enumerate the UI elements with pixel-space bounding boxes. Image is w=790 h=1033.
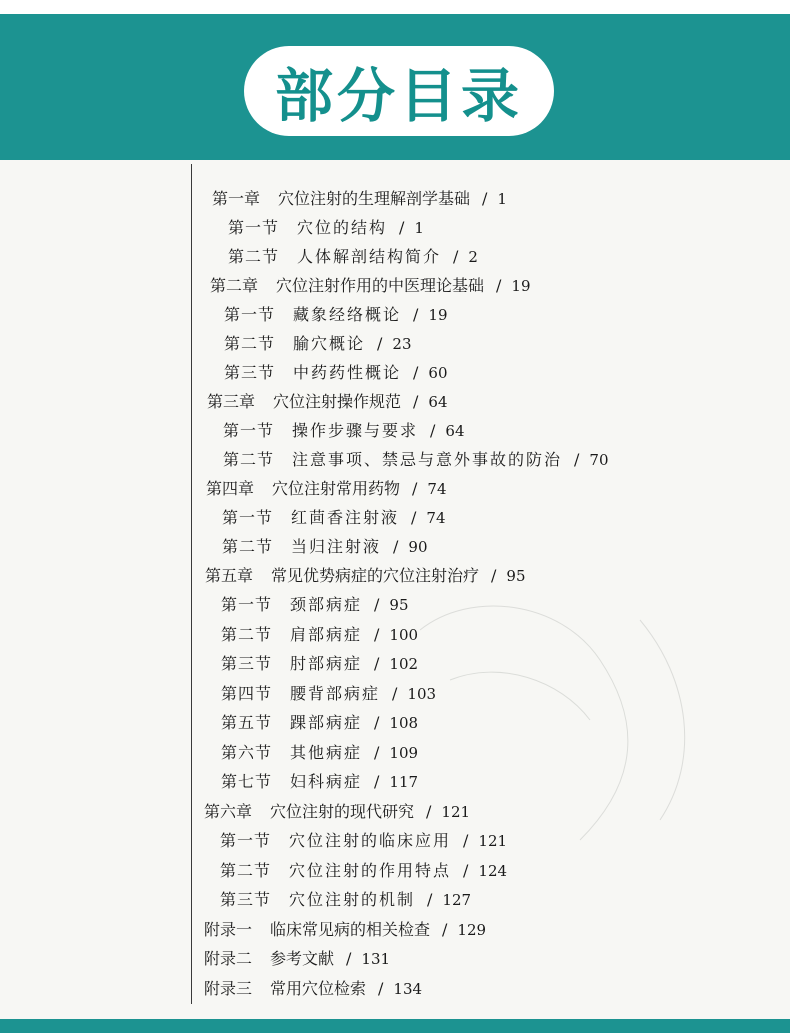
- toc-page-number: 64: [445, 422, 465, 440]
- toc-label: 第三节: [224, 363, 276, 382]
- toc-label: 第一节: [223, 421, 275, 440]
- toc-section-row: [221, 683, 436, 705]
- toc-label: 第二节: [220, 861, 272, 880]
- toc-separator: /: [413, 305, 419, 324]
- toc-separator: /: [393, 537, 399, 556]
- toc-page-number: 19: [511, 277, 531, 295]
- toc-title: 穴位注射操作规范: [273, 392, 402, 411]
- toc-title: 穴位注射的临床应用: [289, 831, 452, 850]
- toc-title: 穴位注射常用药物: [272, 479, 401, 498]
- toc-chapter-row: [212, 188, 507, 210]
- toc-page-number: 90: [408, 538, 428, 556]
- toc-title: 常见优势病症的穴位注射治疗: [271, 566, 480, 585]
- toc-page-number: 1: [414, 219, 424, 237]
- toc-section-row: [220, 889, 471, 911]
- margin-rule: [191, 164, 192, 1004]
- toc-section-row: [220, 830, 507, 852]
- toc-chapter-row: [204, 919, 486, 941]
- toc-title: 临床常见病的相关检查: [270, 920, 431, 939]
- toc-page-number: 100: [389, 626, 419, 644]
- toc-title: 其他病症: [290, 743, 363, 762]
- toc-label: 第七节: [221, 772, 273, 791]
- toc-title: 藏象经络概论: [293, 305, 402, 324]
- toc-chapter-row: [204, 978, 422, 1000]
- toc-chapter-row: [204, 948, 390, 970]
- toc-title: 人体解剖结构简介: [297, 247, 442, 266]
- toc-label: 第二章: [210, 276, 259, 295]
- toc-separator: /: [374, 625, 380, 644]
- toc-separator: /: [430, 421, 436, 440]
- toc-title: 穴位注射的作用特点: [289, 861, 452, 880]
- toc-separator: /: [374, 654, 380, 673]
- toc-title: 常用穴位检索: [270, 979, 367, 998]
- toc-separator: /: [346, 949, 352, 968]
- toc-title: 注意事项、禁忌与意外事故的防治: [292, 450, 563, 469]
- toc-separator: /: [574, 450, 580, 469]
- toc-section-row: [224, 333, 412, 355]
- page-title: 部分目录: [274, 62, 523, 130]
- toc-label: 第六章: [204, 802, 253, 821]
- toc-title: 腧穴概论: [293, 334, 366, 353]
- top-strip: [0, 0, 790, 14]
- toc-page-number: 23: [392, 335, 412, 353]
- toc-page-number: 1: [497, 190, 507, 208]
- toc-separator: /: [377, 334, 383, 353]
- toc-page-number: 124: [478, 862, 508, 880]
- title-pill: [244, 46, 554, 136]
- toc-section-row: [224, 304, 448, 326]
- toc-page-number: 70: [589, 451, 609, 469]
- toc-page-number: 95: [506, 567, 526, 585]
- toc-label: 第二节: [222, 537, 274, 556]
- toc-label: 第六节: [221, 743, 273, 762]
- toc-label: 第三节: [220, 890, 272, 909]
- toc-title: 颈部病症: [290, 595, 363, 614]
- toc-page-number: 74: [427, 480, 447, 498]
- toc-separator: /: [426, 802, 432, 821]
- toc-title: 踝部病症: [290, 713, 363, 732]
- toc-separator: /: [453, 247, 459, 266]
- toc-chapter-row: [206, 478, 447, 500]
- toc-page-number: 64: [428, 393, 448, 411]
- toc-title: 参考文献: [270, 949, 335, 968]
- toc-label: 第二节: [224, 334, 276, 353]
- toc-section-row: [228, 246, 478, 268]
- toc-chapter-row: [205, 565, 526, 587]
- toc-title: 操作步骤与要求: [292, 421, 419, 440]
- toc-label: 第一节: [224, 305, 276, 324]
- toc-separator: /: [427, 890, 433, 909]
- toc-separator: /: [399, 218, 405, 237]
- toc-separator: /: [412, 479, 418, 498]
- toc-page-number: 131: [361, 950, 391, 968]
- toc-section-row: [221, 742, 418, 764]
- toc-label: 第一节: [228, 218, 280, 237]
- toc-section-row: [228, 217, 424, 239]
- toc-separator: /: [413, 392, 419, 411]
- toc-page-number: 121: [478, 832, 508, 850]
- toc-page-number: 117: [389, 773, 419, 791]
- toc-chapter-row: [204, 801, 470, 823]
- toc-separator: /: [482, 189, 488, 208]
- toc-label: 第五章: [205, 566, 254, 585]
- bottom-band: [0, 1019, 790, 1033]
- toc-label: 第二节: [221, 625, 273, 644]
- toc-separator: /: [413, 363, 419, 382]
- toc-page-number: 103: [407, 685, 437, 703]
- toc-page-number: 102: [389, 655, 419, 673]
- toc-page-number: 127: [442, 891, 472, 909]
- toc-label: 第四节: [221, 684, 273, 703]
- toc-separator: /: [374, 713, 380, 732]
- toc-section-row: [222, 536, 428, 558]
- toc-title: 中药药性概论: [293, 363, 402, 382]
- toc-section-row: [221, 653, 418, 675]
- toc-separator: /: [374, 772, 380, 791]
- toc-title: 穴位注射作用的中医理论基础: [276, 276, 485, 295]
- toc-separator: /: [463, 831, 469, 850]
- toc-label: 第二节: [223, 450, 275, 469]
- toc-section-row: [221, 594, 409, 616]
- toc-section-row: [220, 860, 507, 882]
- toc-section-row: [224, 362, 448, 384]
- toc-label: 第四章: [206, 479, 255, 498]
- toc-label: 第一节: [222, 508, 274, 527]
- toc-section-row: [221, 771, 418, 793]
- toc-separator: /: [374, 595, 380, 614]
- toc-label: 第一节: [221, 595, 273, 614]
- toc-page-number: 19: [428, 306, 448, 324]
- toc-label: 附录二: [204, 949, 253, 968]
- toc-label: 第五节: [221, 713, 273, 732]
- toc-separator: /: [463, 861, 469, 880]
- toc-separator: /: [496, 276, 502, 295]
- toc-page-number: 129: [457, 921, 487, 939]
- toc-chapter-row: [207, 391, 448, 413]
- toc-separator: /: [411, 508, 417, 527]
- toc-label: 附录三: [204, 979, 253, 998]
- toc-section-row: [221, 712, 418, 734]
- toc-label: 第一节: [220, 831, 272, 850]
- toc-title: 肘部病症: [290, 654, 363, 673]
- toc-section-row: [222, 507, 446, 529]
- toc-title: 穴位的结构: [297, 218, 388, 237]
- toc-title: 穴位注射的生理解剖学基础: [278, 189, 471, 208]
- toc-title: 当归注射液: [291, 537, 382, 556]
- toc-label: 第一章: [212, 189, 261, 208]
- toc-title: 肩部病症: [290, 625, 363, 644]
- toc-page-number: 121: [441, 803, 471, 821]
- toc-label: 第三节: [221, 654, 273, 673]
- toc-title: 穴位注射的机制: [289, 890, 416, 909]
- toc-page-number: 109: [389, 744, 419, 762]
- toc-title: 穴位注射的现代研究: [270, 802, 415, 821]
- toc-label: 第三章: [207, 392, 256, 411]
- toc-section-row: [221, 624, 418, 646]
- toc-separator: /: [491, 566, 497, 585]
- toc-page-number: 2: [468, 248, 478, 266]
- toc-page-number: 134: [393, 980, 423, 998]
- toc-separator: /: [392, 684, 398, 703]
- toc-separator: /: [442, 920, 448, 939]
- toc-separator: /: [378, 979, 384, 998]
- toc-page-number: 108: [389, 714, 419, 732]
- toc-section-row: [223, 449, 609, 471]
- toc-page-number: 60: [428, 364, 448, 382]
- toc-label: 附录一: [204, 920, 253, 939]
- toc-page-number: 74: [426, 509, 446, 527]
- toc-section-row: [223, 420, 465, 442]
- toc-title: 红茴香注射液: [291, 508, 400, 527]
- toc-page-number: 95: [389, 596, 409, 614]
- toc-separator: /: [374, 743, 380, 762]
- toc-label: 第二节: [228, 247, 280, 266]
- toc-chapter-row: [210, 275, 531, 297]
- toc-title: 妇科病症: [290, 772, 363, 791]
- toc-title: 腰背部病症: [290, 684, 381, 703]
